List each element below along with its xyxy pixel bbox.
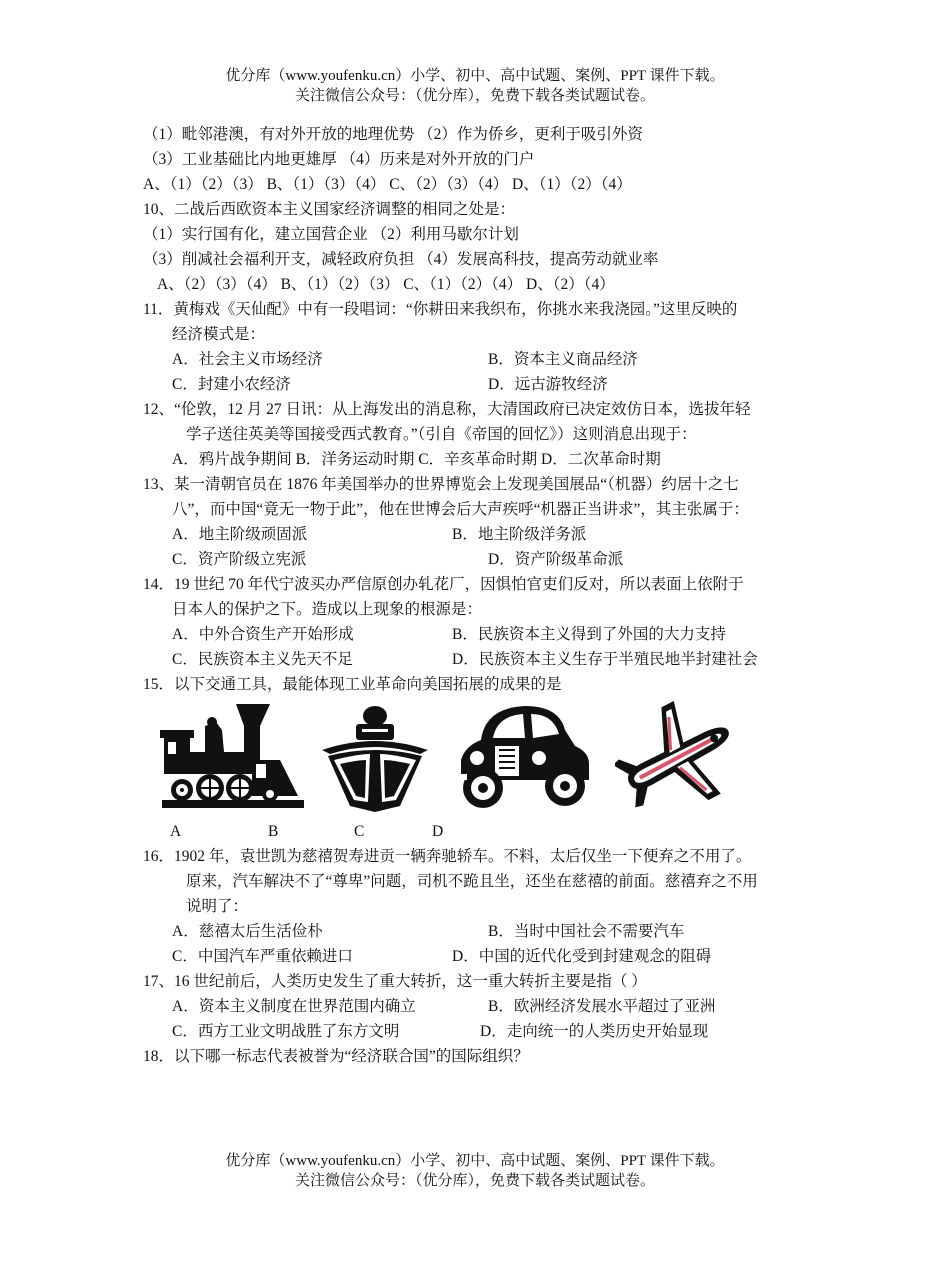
car-image [455,700,595,815]
q15-label-b: B [268,823,279,840]
q13-option-c: C．资产阶级立宪派 [172,551,307,568]
q11-option-a: A．社会主义市场经济 [172,351,323,368]
q16-option-b: B．当时中国社会不需要汽车 [488,923,685,940]
q9-options-1-2: （1）毗邻港澳，有对外开放的地理优势 （2）作为侨乡，更利于吸引外资 [143,126,643,143]
q13-stem-1: 13、某一清朝官员在 1876 年美国举办的世界博览会上发现美国展品“（机器）约居十之七 [143,476,739,493]
ship-image [320,702,430,814]
q18-stem: 18．以下哪一标志代表被誉为“经济联合国”的国际组织？ [143,1048,529,1065]
q12-choices: A．鸦片战争期间 B．洋务运动时期 C．辛亥革命时期 D．二次革命时期 [172,451,661,468]
q16-stem-2: 原来，汽车解决不了“尊卑”问题，司机不跪且坐，还坐在慈禧的前面。慈禧弃之不用 [186,873,758,890]
q16-option-d: D．中国的近代化受到封建观念的阻碍 [452,948,712,965]
q9-choices: A、（1）（2）（3） B、（1）（3）（4） C、（2）（3）（4） D、（1）（2）（4） [143,176,632,193]
locomotive-image [160,700,305,815]
q10-options-1-2: （1）实行国有化，建立国营企业 （2）利用马歇尔计划 [143,226,519,243]
q14-option-c: C．民族资本主义先天不足 [172,651,353,668]
q14-stem-1: 14．19 世纪 70 年代宁波买办严信原创办轧花厂，因惧怕官吏们反对，所以表面上依附于 [143,576,744,593]
q12-stem-1: 12、“伦敦，12 月 27 日讯：从上海发出的消息称，大清国政府已决定效仿日本，选拔年轻 [143,401,751,418]
q15-label-c: C [354,823,365,840]
q17-option-a: A．资本主义制度在世界范围内确立 [172,998,416,1015]
q16-stem-1: 16．1902 年，袁世凯为慈禧贺寿进贡一辆奔驰轿车。不料，太后仅坐一下便弃之不用了。 [143,848,752,865]
header-line-2: 关注微信公众号：（优分库），免费下载各类试题试卷。 [294,88,655,104]
q10-stem: 10、二战后西欧资本主义国家经济调整的相同之处是： [143,201,516,218]
q10-choices: A、（2）（3）（4） B、（1）（2）（3） C、（1）（2）（4） D、（2）（4） [157,276,615,293]
q17-option-b: B．欧洲经济发展水平超过了亚洲 [488,998,716,1015]
q14-option-b: B．民族资本主义得到了外国的大力支持 [452,626,726,643]
q11-stem-1: 11．黄梅戏《天仙配》中有一段唱词：“你耕田来我织布，你挑水来我浇园。”这里反映的 [143,301,738,318]
q17-option-d: D．走向统一的人类历史开始显现 [480,1023,709,1040]
q13-option-d: D．资产阶级革命派 [488,551,624,568]
airplane-image [615,700,740,815]
header-line-1: 优分库（www.youfenku.cn）小学、初中、高中试题、案例、PPT 课件下载。 [225,68,725,84]
q16-option-a: A．慈禧太后生活俭朴 [172,923,323,940]
q16-stem-3: 说明了： [186,898,249,915]
q10-options-3-4: （3）削减社会福利开支，减轻政府负担 （4）发展高科技，提高劳动就业率 [143,251,659,268]
q17-stem: 17、16 世纪前后，人类历史发生了重大转折，这一重大转折主要是指（ ） [143,973,647,990]
q11-option-d: D．远古游牧经济 [488,376,608,393]
q14-option-d: D．民族资本主义生存于半殖民地半封建社会 [452,651,758,668]
q13-stem-2: 八”，而中国“竟无一物于此”，他在世博会后大声疾呼“机器正当讲求”，其主张属于： [172,501,749,518]
q17-option-c: C．西方工业文明战胜了东方文明 [172,1023,400,1040]
footer-line-1: 优分库（www.youfenku.cn）小学、初中、高中试题、案例、PPT 课件下载。 [225,1153,725,1169]
q11-option-b: B．资本主义商品经济 [488,351,638,368]
q14-option-a: A．中外合资生产开始形成 [172,626,354,643]
q13-option-a: A．地主阶级顽固派 [172,526,308,543]
q12-stem-2: 学子送往英美等国接受西式教育。”（引自《帝国的回忆》）这则消息出现于： [186,426,697,443]
q15-label-d: D [432,823,444,840]
q9-options-3-4: （3）工业基础比内地更雄厚 （4）历来是对外开放的门户 [143,151,535,168]
q16-option-c: C．中国汽车严重依赖进口 [172,948,353,965]
q15-label-a: A [170,823,182,840]
footer-line-2: 关注微信公众号：（优分库），免费下载各类试题试卷。 [294,1173,655,1189]
q15-stem: 15．以下交通工具，最能体现工业革命向美国拓展的成果的是 [143,676,562,693]
q13-option-b: B．地主阶级洋务派 [452,526,587,543]
q14-stem-2: 日本人的保护之下。造成以上现象的根源是： [172,601,483,618]
q11-option-c: C．封建小农经济 [172,376,291,393]
q11-stem-2: 经济模式是： [172,326,266,343]
q15-images [160,700,760,820]
